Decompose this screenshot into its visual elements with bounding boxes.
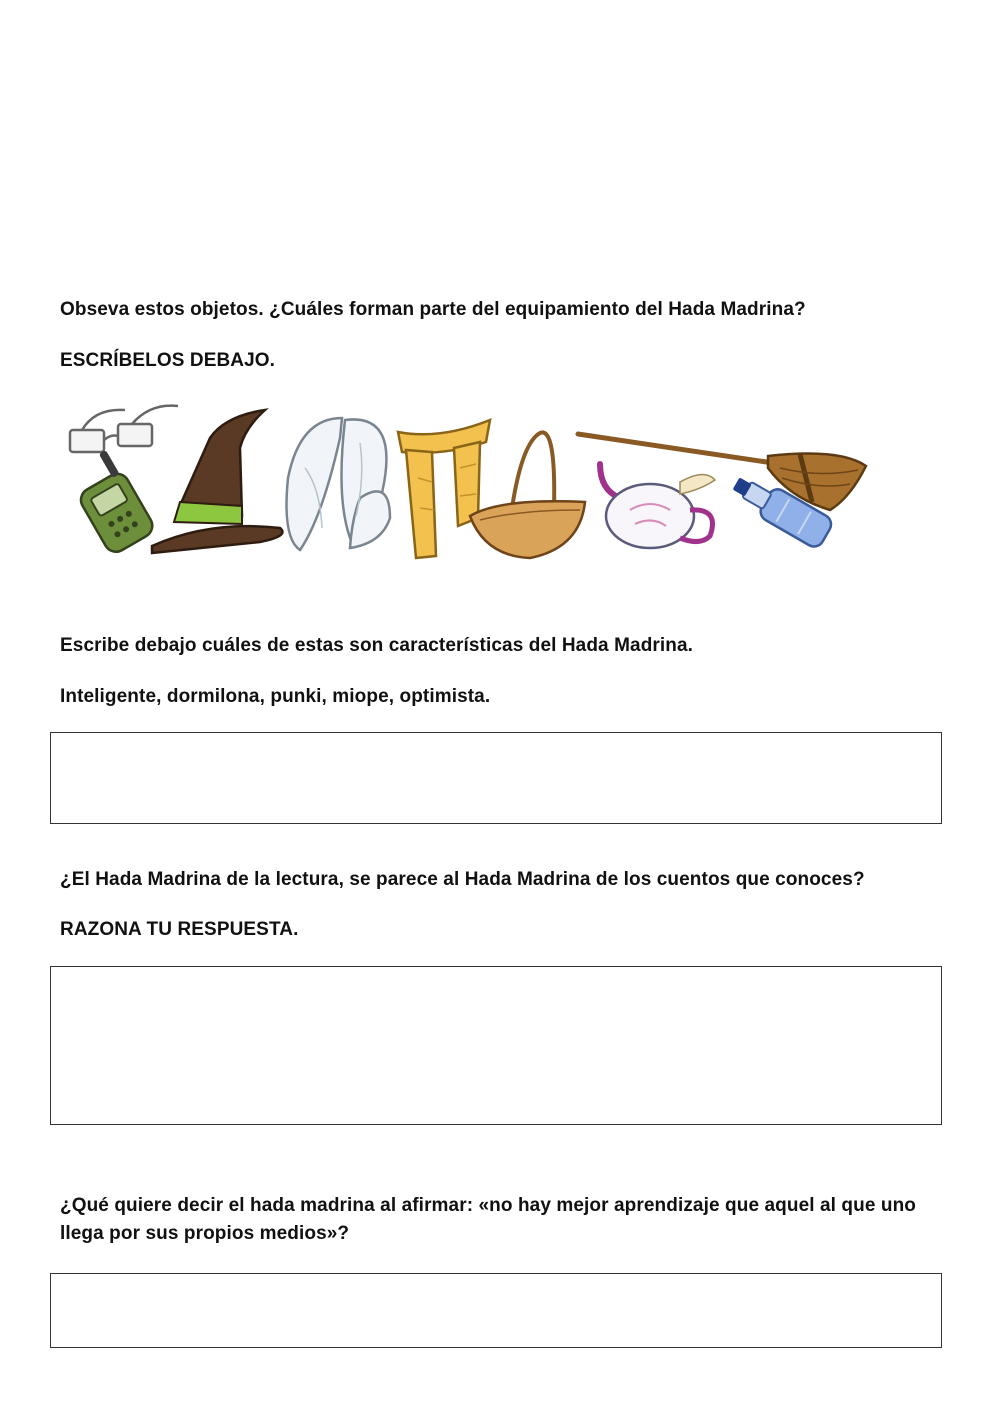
instruction-3: RAZONA TU RESPUESTA. (60, 919, 299, 940)
answer-box-3[interactable] (50, 966, 942, 1125)
answer-input-4[interactable] (51, 1274, 941, 1347)
fairy-wings-icon (287, 418, 391, 550)
glasses-icon (70, 406, 178, 452)
witch-hat-icon (152, 410, 283, 553)
question-4: ¿Qué quiere decir el hada madrina al afirmar: «no hay mejor aprendizaje que aquel al que uno llega por sus propios medios»? (60, 1195, 916, 1244)
instruction-1: ESCRÍBELOS DEBAJO. (60, 350, 276, 371)
question-2: Escribe debajo cuáles de estas son características del Hada Madrina. (60, 635, 694, 656)
teapot-icon (600, 464, 715, 548)
answer-input-2[interactable] (51, 733, 941, 823)
question-1: Obseva estos objetos. ¿Cuáles forman parte del equipamiento del Hada Madrina? (60, 299, 806, 320)
answer-input-3[interactable] (51, 967, 941, 1124)
answer-box-2[interactable] (50, 732, 942, 824)
objects-illustration (60, 398, 870, 563)
question-3: ¿El Hada Madrina de la lectura, se parece al Hada Madrina de los cuentos que conoces? (60, 869, 865, 890)
walkie-talkie-icon (64, 448, 157, 556)
characteristics-options: Inteligente, dormilona, punki, miope, optimista. (60, 686, 491, 707)
basket-icon (470, 432, 585, 558)
scarf-icon (398, 420, 490, 558)
answer-box-4[interactable] (50, 1273, 942, 1348)
